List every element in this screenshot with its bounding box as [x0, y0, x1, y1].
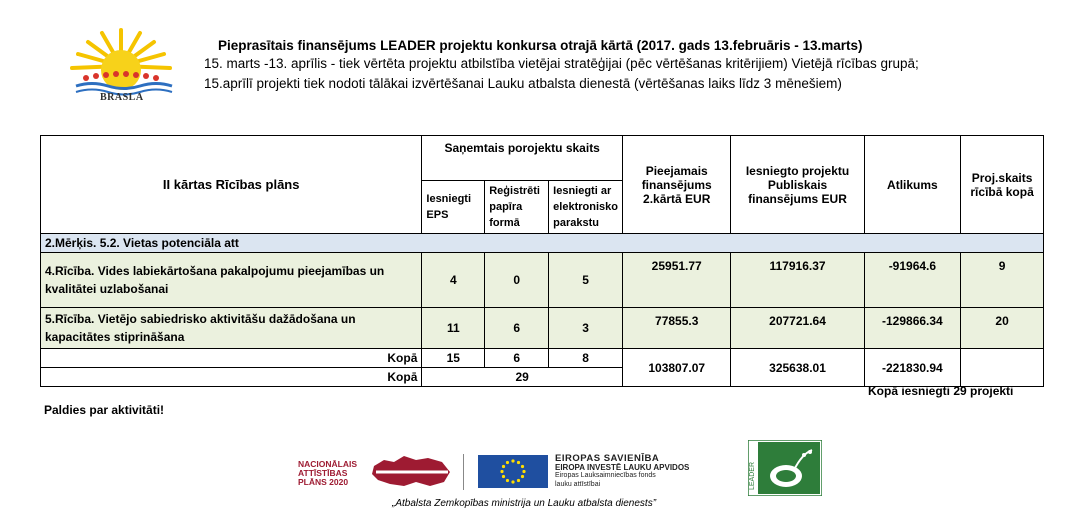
cell-available: 77855.3 — [622, 308, 731, 349]
cell-esign: 3 — [549, 308, 623, 349]
header-eps: Iesniegti EPS — [422, 181, 485, 234]
latvia-map-icon — [370, 452, 452, 492]
action-label: 4.Rīcība. Vides labiekārtošana pakalpojumu pieejamības un kvalitātei uzlabošanai — [41, 253, 422, 308]
header-submitted: Iesniegto projektu Publiskais finansējums EUR — [731, 136, 864, 234]
cell-submitted: 117916.37 — [731, 253, 864, 308]
total-submitted: 325638.01 — [731, 349, 864, 387]
total-paper: 6 — [485, 349, 549, 368]
cell-available: 25951.77 — [622, 253, 731, 308]
action-plan-table — [40, 135, 1044, 387]
page-title: Pieprasītais finansējums LEADER projektu konkursa otrajā kārtā (2017. gads 13.februāris - 13.marts) — [218, 38, 863, 53]
action-label: 5.Rīcība. Vietējo sabiedrisko aktivitāšu dažādošana un kapacitātes stiprināšana — [41, 308, 422, 349]
total2-count: 29 — [422, 368, 623, 387]
total-row — [41, 349, 1044, 368]
leader-logo-icon — [748, 440, 822, 496]
header-esign: Iesniegti ar elektronisko parakstu — [549, 181, 623, 234]
total-remaining: -221830.94 — [864, 349, 961, 387]
total-projects-note: Kopā iesniegti 29 projekti — [868, 384, 1014, 398]
nap-logo-text: NACIONĀLAIS ATTĪSTĪBAS PLĀNS 2020 — [298, 459, 358, 487]
schedule-line-2: 15.aprīlī projekti tiek nodoti tālākai izvērtēšanai Lauku atbalsta dienestā (vērtēšanas laiks līdz 3 mēnešiem) — [204, 76, 842, 91]
total-eps: 15 — [422, 349, 485, 368]
header-plan: II kārtas Rīcības plāns — [41, 136, 422, 234]
eu-flag-icon — [478, 455, 548, 488]
footer-text: „Atbalsta Zemkopības ministrija un Lauku atbalsta dienests” — [392, 498, 657, 509]
cell-paper: 6 — [485, 308, 549, 349]
total2-label: Kopā — [41, 368, 422, 387]
table-row — [41, 308, 1044, 349]
logo-divider — [463, 454, 464, 490]
cell-paper: 0 — [485, 253, 549, 308]
eu-logo-text: EIROPAS SAVIENĪBA EIROPA INVESTĒ LAUKU APVIDOS Eiropas Lauksaimniecības fonds lauku attīstībai — [555, 453, 690, 488]
header-paper: Reģistrēti papīra formā — [485, 181, 549, 234]
header-remaining: Atlikums — [864, 136, 961, 234]
svg-text:LEADER: LEADER — [749, 461, 756, 490]
cell-count: 20 — [961, 308, 1044, 349]
total-esign: 8 — [549, 349, 623, 368]
cell-count: 9 — [961, 253, 1044, 308]
header-count: Proj.skaits rīcībā kopā — [961, 136, 1044, 234]
cell-remaining: -129866.34 — [864, 308, 961, 349]
header-available: Pieejamais finansējums 2.kārtā EUR — [622, 136, 731, 234]
cell-esign: 5 — [549, 253, 623, 308]
logo-name: BRASLA — [100, 92, 144, 103]
table-row — [41, 253, 1044, 308]
cell-eps: 11 — [422, 308, 485, 349]
total-available: 103807.07 — [622, 349, 731, 387]
cell-remaining: -91964.6 — [864, 253, 961, 308]
total-label: Kopā — [41, 349, 422, 368]
schedule-line-1: 15. marts -13. aprīlis - tiek vērtēta projektu atbilstība vietējai stratēģijai (pēc vērtēšanas kritērijiem) Vietējā rīcības grupā; — [204, 56, 919, 71]
total-empty — [961, 349, 1044, 387]
goal-row: 2.Mērķis. 5.2. Vietas potenciāla att — [41, 234, 1044, 253]
cell-submitted: 207721.64 — [731, 308, 864, 349]
header-received-group: Saņemtais porojektu skaits — [422, 136, 623, 181]
cell-eps: 4 — [422, 253, 485, 308]
thanks-text: Paldies par aktivitāti! — [44, 403, 165, 417]
